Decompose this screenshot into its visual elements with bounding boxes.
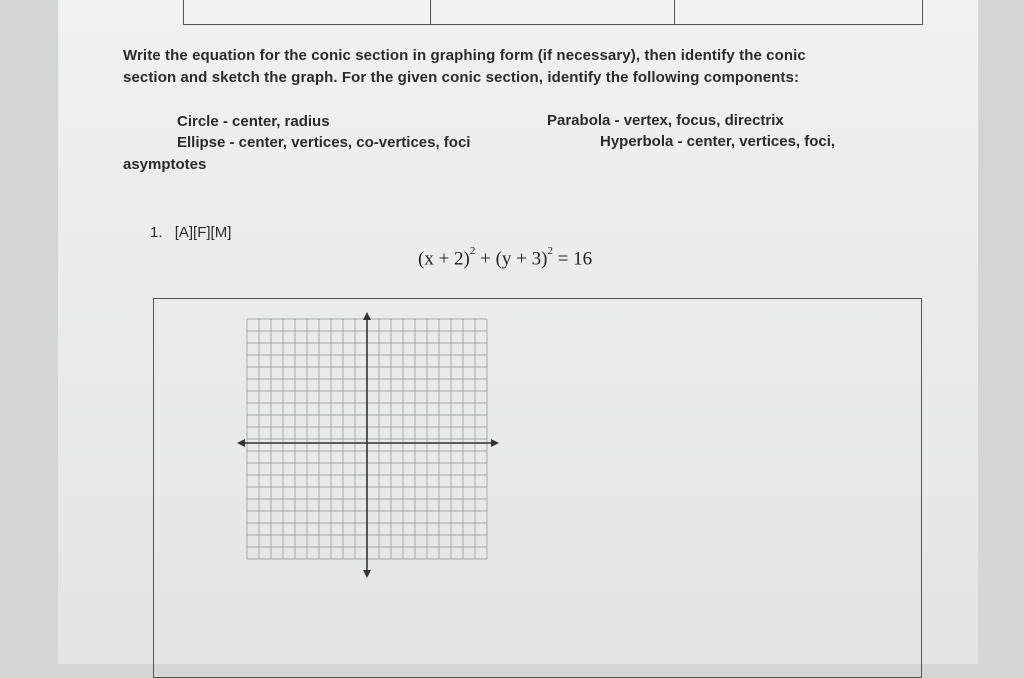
problem-tags: [A][F][M] <box>174 224 232 241</box>
x-axis-arrow-right <box>491 439 499 447</box>
x-axis-arrow-left <box>237 439 245 447</box>
ellipse-components: Ellipse - center, vertices, co-vertices, foci <box>177 134 471 151</box>
instructions-line: Write the equation for the conic section in graphing form (if necessary), then identify the conic <box>123 47 806 64</box>
equation-term: + (y + 3) <box>475 248 548 270</box>
y-axis-arrow-up <box>363 312 371 320</box>
hyperbola-components: Hyperbola - center, vertices, foci, <box>600 133 836 150</box>
instructions <box>123 45 883 89</box>
circle-components: Circle - center, radius <box>177 113 330 130</box>
y-axis-arrow-down <box>363 570 371 578</box>
top-table <box>183 0 923 25</box>
equation-term: = 16 <box>552 248 593 270</box>
equation-term: (x + 2) <box>418 248 470 270</box>
equation-exponent: 2 <box>469 245 476 257</box>
table-divider <box>674 0 675 24</box>
problem-number: 1. <box>150 224 163 241</box>
problem-label <box>150 224 231 241</box>
equation-exponent: 2 <box>547 245 553 257</box>
parabola-components: Parabola - vertex, focus, directrix <box>547 112 784 129</box>
coordinate-grid[interactable] <box>237 312 499 578</box>
table-divider <box>430 0 431 24</box>
hyperbola-components-continued: asymptotes <box>123 156 207 173</box>
instructions-line: section and sketch the graph. For the given conic section, identify the following components: <box>123 69 800 86</box>
conic-equation <box>418 245 593 270</box>
